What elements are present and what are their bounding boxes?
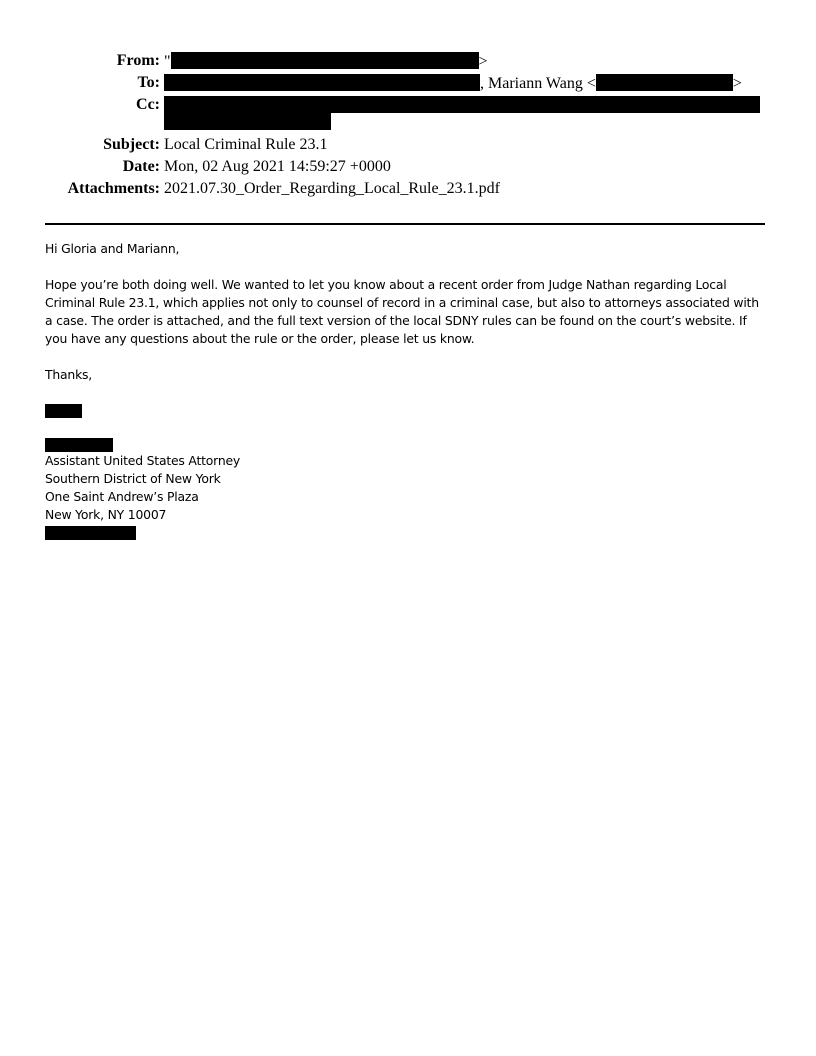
- signature-street: One Saint Andrew’s Plaza: [45, 489, 199, 504]
- closing: Thanks,: [45, 367, 93, 382]
- from-value: [164, 52, 488, 71]
- from-prefix: ": [164, 53, 171, 70]
- redaction-sender-phone: [45, 526, 136, 540]
- cc-row: [0, 96, 816, 136]
- from-suffix: >: [478, 53, 488, 70]
- signature-office: Southern District of New York: [45, 471, 221, 486]
- email-header: [0, 52, 816, 202]
- from-row: [0, 52, 816, 74]
- redaction-to-2: [596, 74, 733, 91]
- attachment-filename: 2021.07.30_Order_Regarding_Local_Rule_23.1.pdf: [164, 180, 500, 197]
- redaction-cc-1: [164, 96, 760, 113]
- redaction-cc-2: [164, 113, 331, 130]
- redaction-sender-full-name: [45, 438, 113, 452]
- to-value: [164, 74, 742, 93]
- redaction-to-1: [164, 74, 480, 91]
- date-row: [0, 158, 816, 180]
- cc-value: [164, 96, 760, 130]
- to-label: To:: [137, 74, 160, 91]
- cc-label: Cc:: [136, 96, 160, 113]
- date-label: Date:: [122, 158, 160, 175]
- attachments-label: Attachments:: [67, 180, 160, 197]
- greeting: Hi Gloria and Mariann,: [45, 241, 180, 256]
- to-suffix: >: [732, 75, 742, 92]
- redaction-sender-first-name: [45, 404, 82, 418]
- date-value: Mon, 02 Aug 2021 14:59:27 +0000: [164, 158, 391, 175]
- signature-title: Assistant United States Attorney: [45, 453, 241, 468]
- email-body: [45, 240, 767, 540]
- attachments-row: [0, 180, 816, 202]
- to-middle: , Mariann Wang <: [480, 75, 596, 92]
- header-divider: [45, 223, 765, 225]
- to-row: [0, 74, 816, 96]
- subject-row: [0, 136, 816, 158]
- signature-city: New York, NY 10007: [45, 507, 167, 522]
- redaction-from: [171, 52, 479, 69]
- subject-value: Local Criminal Rule 23.1: [164, 136, 328, 153]
- message-paragraph: Hope you’re both doing well. We wanted to let you know about a recent order from Judge Nathan regarding Local Criminal Rule 23.1, which applies not only to counsel of record in a criminal case, but also to attorneys associated with a case. The order is attached, and the full text version of the local SDNY rules can be found on the court’s website. If you have any questions about the rule or the order, please let us know.: [45, 277, 759, 346]
- subject-label: Subject:: [103, 136, 160, 153]
- from-label: From:: [116, 52, 160, 69]
